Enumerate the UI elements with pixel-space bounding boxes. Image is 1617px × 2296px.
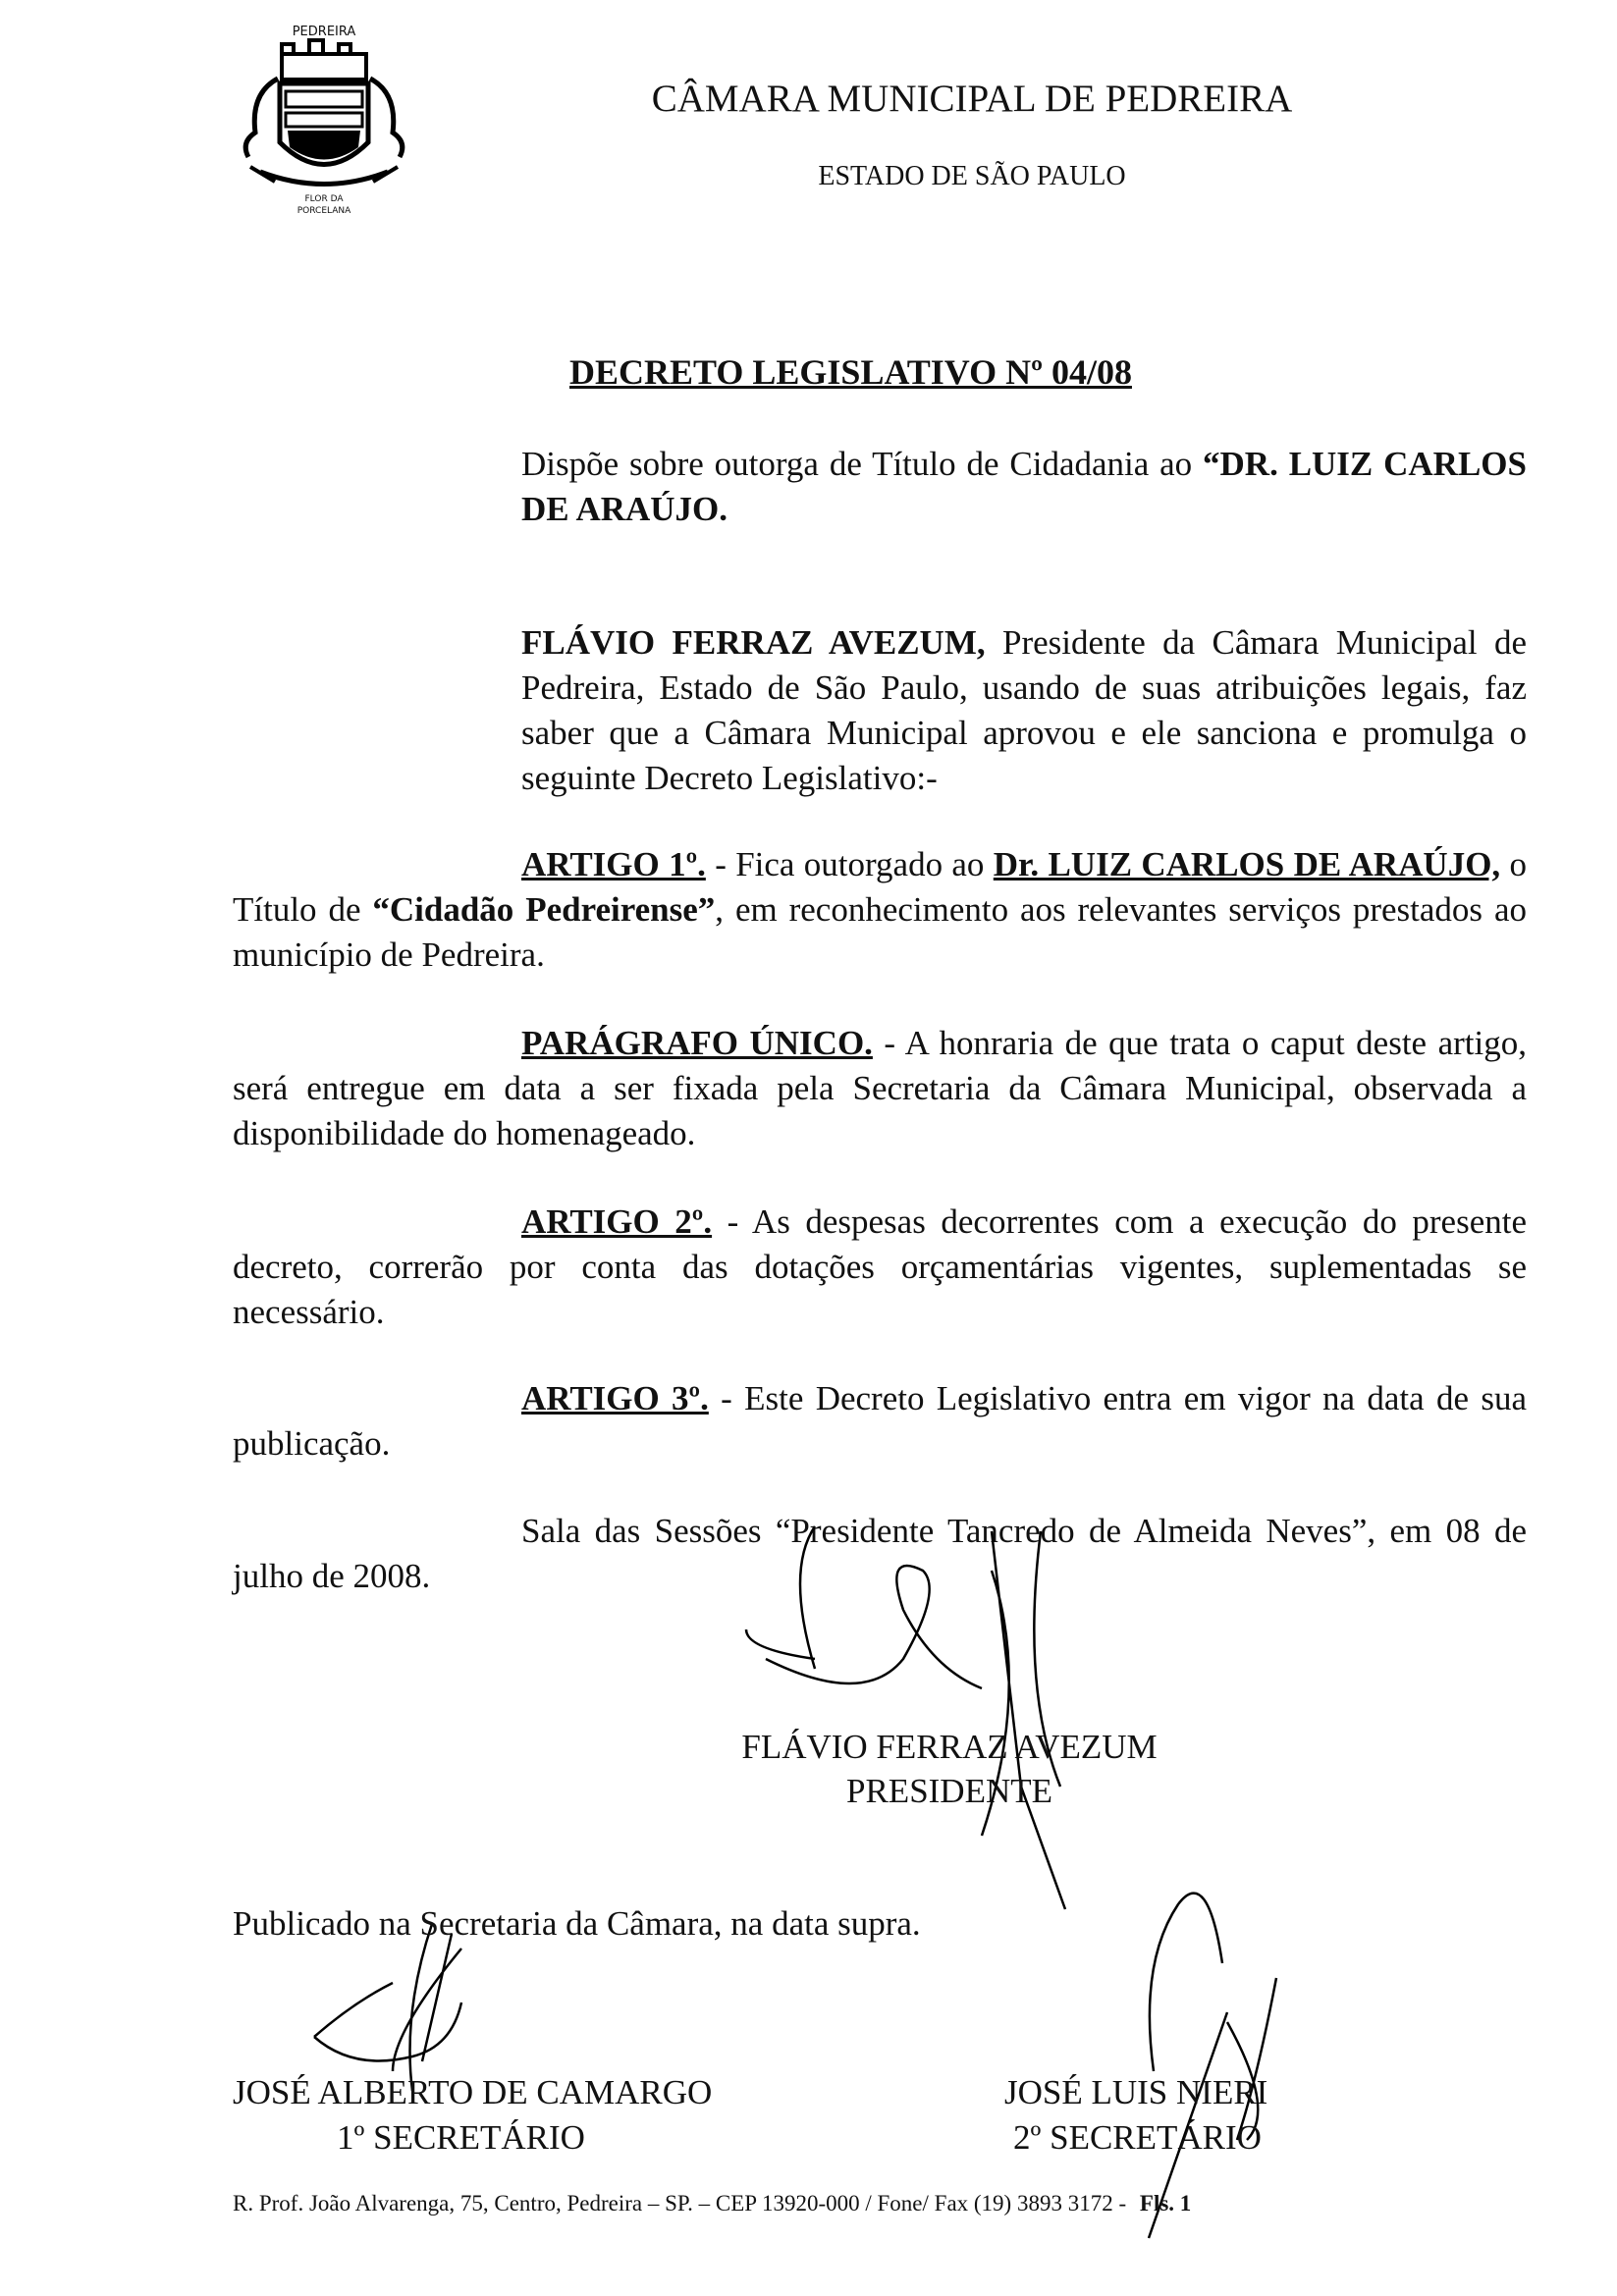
ementa-text: Dispõe sobre outorga de Título de Cidadania ao xyxy=(521,445,1204,483)
closing-statement: Sala das Sessões “Presidente Tancredo de Almeida Neves”, em 08 de julho de 2008. xyxy=(233,1512,1527,1595)
logo-text-bottom: FLOR DA PORCELANA xyxy=(296,194,351,216)
president-role: PRESIDENTE xyxy=(846,1772,1052,1810)
article-1 xyxy=(233,842,1527,978)
footer-address xyxy=(233,2191,1191,2216)
article-1-title: “Cidadão Pedreirense” xyxy=(372,890,716,929)
article-3 xyxy=(233,1376,1527,1467)
sole-paragraph xyxy=(233,1021,1527,1156)
decree-heading: DECRETO LEGISLATIVO Nº 04/08 xyxy=(569,352,1132,392)
article-3-label: ARTIGO 3º. xyxy=(521,1379,709,1417)
secretary-2-role: 2º SECRETÁRIO xyxy=(1013,2118,1262,2157)
secretary-1-name: JOSÉ ALBERTO DE CAMARGO xyxy=(233,2073,713,2111)
article-3-text: - Este Decreto Legislativo entra em vigor na data de sua publicação. xyxy=(233,1379,1527,1463)
ementa-honoree: “DR. LUIZ CARLOS DE ARAÚJO. xyxy=(521,445,1527,528)
state-subtitle: ESTADO DE SÃO PAULO xyxy=(818,161,1126,191)
article-1-text-c: , em reconhecimento aos relevantes serviços prestados ao município de Pedreira. xyxy=(233,890,1527,974)
secretary-2-name: JOSÉ LUIS NIERI xyxy=(1004,2073,1268,2111)
decree-ementa xyxy=(521,442,1527,532)
article-2-text: - As despesas decorrentes com a execução do presente decreto, correrão por conta das dotações orçamentárias vigentes, suplementadas se necessário. xyxy=(233,1202,1527,1331)
footer-address-text: R. Prof. João Alvarenga, 75, Centro, Pedreira – SP. – CEP 13920-000 / Fone/ Fax (19) 3893 3172 - xyxy=(233,2191,1127,2216)
preamble xyxy=(521,620,1527,801)
page-number: Fls. 1 xyxy=(1139,2191,1192,2216)
publication-note: Publicado na Secretaria da Câmara, na data supra. xyxy=(233,1904,921,1943)
president-name-inline: FLÁVIO FERRAZ AVEZUM, xyxy=(521,623,986,662)
preamble-text: Presidente da Câmara Municipal de Pedreira, Estado de São Paulo, usando de suas atribuições legais, faz saber que a Câmara Municipal aprovou e ele sanciona e promulga o seguinte Decreto Legislativo:- xyxy=(521,623,1527,797)
sole-paragraph-label: PARÁGRAFO ÚNICO. xyxy=(521,1024,873,1062)
logo-text-top: PEDREIRA xyxy=(292,25,356,39)
article-2 xyxy=(233,1200,1527,1335)
coat-of-arms-logo xyxy=(231,25,417,226)
article-1-label: ARTIGO 1º. xyxy=(521,845,706,883)
sole-paragraph-text: - A honraria de que trata o caput deste artigo, será entregue em data a ser fixada pela Secretaria da Câmara Municipal, observada a disponibilidade do homenageado. xyxy=(233,1024,1527,1152)
article-1-text-b: o Título de xyxy=(233,845,1528,929)
article-2-label: ARTIGO 2º. xyxy=(521,1202,713,1241)
president-name: FLÁVIO FERRAZ AVEZUM xyxy=(741,1728,1158,1766)
article-1-honoree: Dr. LUIZ CARLOS DE ARAÚJO, xyxy=(993,845,1501,883)
secretary-1-role: 1º SECRETÁRIO xyxy=(337,2118,585,2157)
article-1-text: - Fica outorgado ao xyxy=(705,845,994,883)
institution-title: CÂMARA MUNICIPAL DE PEDREIRA xyxy=(651,78,1293,120)
